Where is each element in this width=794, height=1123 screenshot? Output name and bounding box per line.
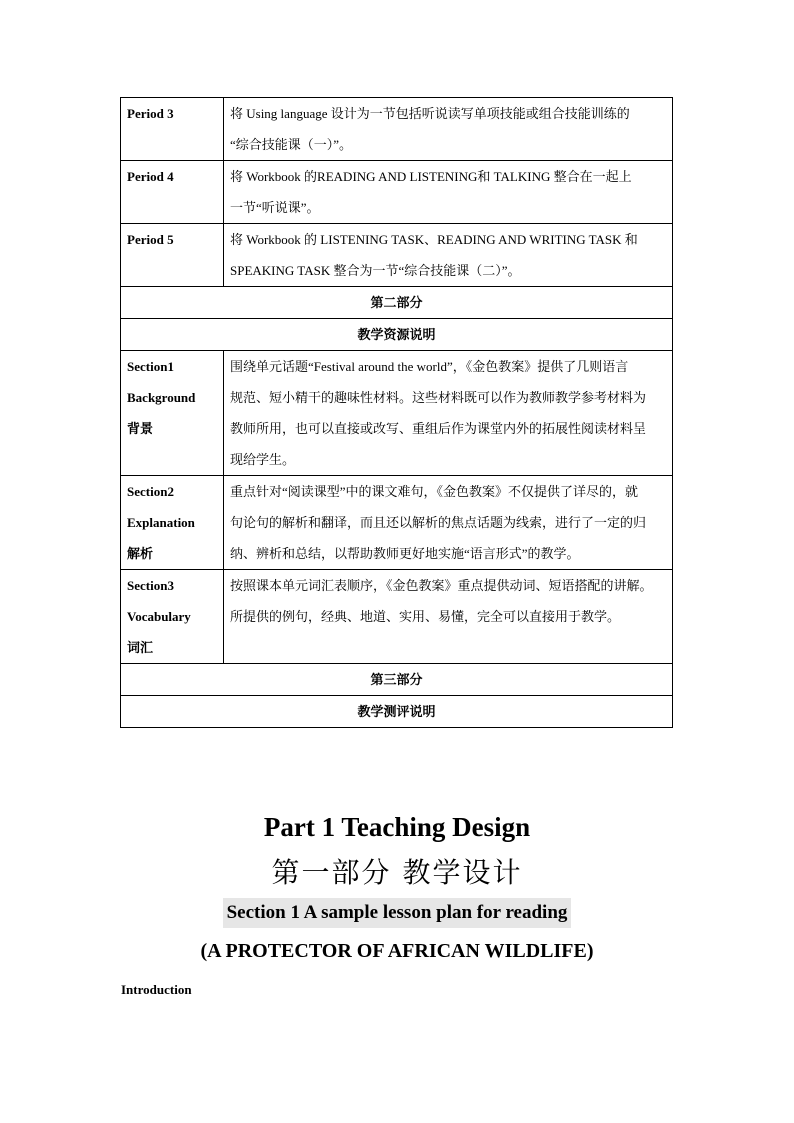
table-row	[121, 98, 673, 161]
introduction-heading: Introduction	[121, 982, 192, 997]
text-line: 规范、短小精干的趣味性材料。这些材料既可以作为教师教学参考材料为	[230, 390, 647, 405]
period-3-description	[224, 98, 673, 161]
section-number: Section3	[127, 578, 174, 593]
table-row	[121, 287, 673, 319]
section-name-en: Vocabulary	[127, 609, 191, 624]
table-row	[121, 476, 673, 570]
page-title-english: Part 1 Teaching Design	[263, 812, 531, 842]
period-3-label: Period 3	[121, 98, 224, 161]
period-5-description	[224, 224, 673, 287]
text-line: 重点针对“阅读课型”中的课文难句，《金色教案》不仅提供了详尽的，就	[230, 484, 639, 499]
section-3-description	[224, 570, 673, 664]
section-title-wrapper	[0, 898, 794, 928]
section-name-cn: 背景	[127, 421, 154, 436]
table-row	[121, 161, 673, 224]
part-3-subheading: 教学测评说明	[121, 696, 673, 728]
lesson-subtitle: (A PROTECTOR OF AFRICAN WILDLIFE)	[200, 940, 594, 962]
period-5-label: Period 5	[121, 224, 224, 287]
section-name-cn: 解析	[127, 546, 154, 561]
text-line: 将 Workbook 的READING AND LISTENING和 TALKING 整合在一起上	[230, 169, 632, 184]
teaching-plan-table	[120, 97, 673, 728]
text-line: 将 Using language 设计为一节包括听说读写单项技能或组合技能训练的	[230, 106, 630, 121]
text-line: 围绕单元话题“Festival around the world”，《金色教案》提供了几则语言	[230, 359, 629, 374]
section-1-label	[121, 351, 224, 476]
part-2-subheading: 教学资源说明	[121, 319, 673, 351]
text-line: 现给学生。	[230, 452, 296, 467]
section-1-description	[224, 351, 673, 476]
text-line: 将 Workbook 的 LISTENING TASK、READING AND WRITING TASK 和	[230, 232, 638, 247]
period-4-description	[224, 161, 673, 224]
section-name-en: Background	[127, 390, 196, 405]
section-2-label	[121, 476, 224, 570]
text-line: SPEAKING TASK 整合为一节“综合技能课（二）”。	[230, 263, 521, 278]
section-title: Section 1 A sample lesson plan for reading	[223, 898, 572, 928]
table-row	[121, 351, 673, 476]
period-4-label: Period 4	[121, 161, 224, 224]
table-row	[121, 664, 673, 696]
section-number: Section1	[127, 359, 174, 374]
section-name-cn: 词汇	[127, 640, 154, 655]
table-row	[121, 319, 673, 351]
text-line: 一节“听说课”。	[230, 200, 320, 215]
text-line: “综合技能课（一）”。	[230, 137, 353, 152]
text-line: 纳、辨析和总结，以帮助教师更好地实施“语言形式”的教学。	[230, 546, 580, 561]
table-row	[121, 570, 673, 664]
part-2-heading: 第二部分	[121, 287, 673, 319]
section-3-label	[121, 570, 224, 664]
text-line: 教师所用，也可以直接或改写、重组后作为课堂内外的拓展性阅读材料呈	[230, 421, 647, 436]
text-line: 句论句的解析和翻译，而且还以解析的焦点话题为线索，进行了一定的归	[230, 515, 647, 530]
section-number: Section2	[127, 484, 174, 499]
text-line: 所提供的例句，经典、地道、实用、易懂，完全可以直接用于教学。	[230, 609, 621, 624]
part-3-heading: 第三部分	[121, 664, 673, 696]
section-2-description	[224, 476, 673, 570]
section-name-en: Explanation	[127, 515, 195, 530]
table-row	[121, 224, 673, 287]
text-line: 按照课本单元词汇表顺序，《金色教案》重点提供动词、短语搭配的讲解。	[230, 578, 653, 593]
table-row	[121, 696, 673, 728]
page-title-chinese: 第一部分 教学设计	[271, 856, 523, 889]
